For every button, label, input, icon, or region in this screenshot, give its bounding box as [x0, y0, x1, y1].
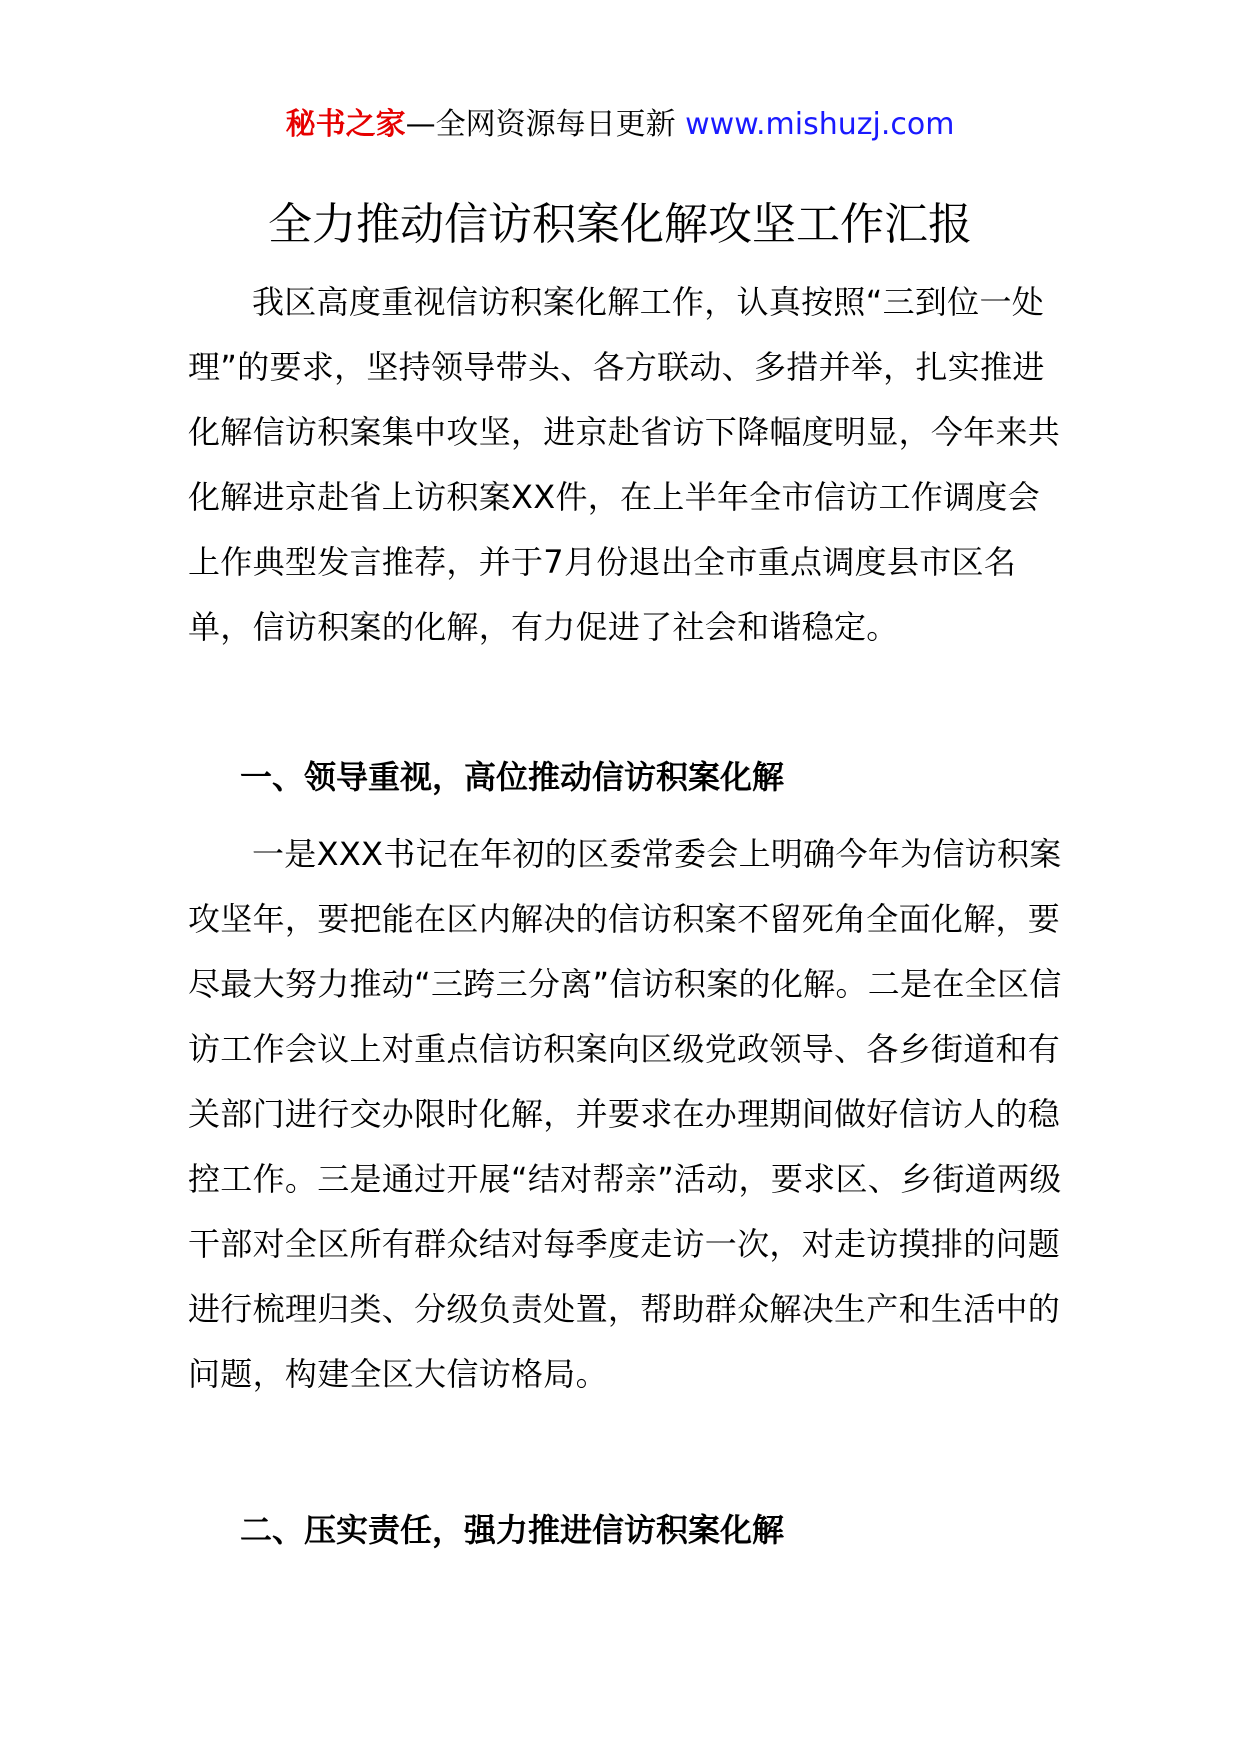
section-1-heading-wrap: [188, 745, 1068, 810]
section-2-heading: 二、压实责任，强力推进信访积案化解: [240, 1511, 785, 1549]
brand-slogan: —全网资源每日更新: [405, 107, 686, 142]
site-url-link[interactable]: www.mishuzj.com: [685, 107, 955, 142]
site-banner: [0, 100, 1240, 150]
section-1-heading: 一、领导重视，高位推动信访积案化解: [240, 758, 785, 796]
document-title: 全力推动信访积案化解攻坚工作汇报: [268, 199, 972, 250]
section-2-heading-wrap: [188, 1498, 1068, 1563]
intro-paragraph: 我区高度重视信访积案化解工作，认真按照“三到位一处理”的要求，坚持领导带头、各方联动、多措并举，扎实推进化解信访积案集中攻坚，进京赴省访下降幅度明显，今年来共化解进京赴省上访积案XX件，在上半年全市信访工作调度会上作典型发言推荐，并于7月份退出全市重点调度县市区名单，信访积案的化解，有力促进了社会和谐稳定。: [188, 283, 1061, 646]
section-1-body-wrap: [188, 822, 1068, 1407]
section-1-paragraph: 一是XXX书记在年初的区委常委会上明确今年为信访积案攻坚年，要把能在区内解决的信访积案不留死角全面化解，要尽最大努力推动“三跨三分离”信访积案的化解。二是在全区信访工作会议上对重点信访积案向区级党政领导、各乡街道和有关部门进行交办限时化解，并要求在办理期间做好信访人的稳控工作。三是通过开展“结对帮亲”活动，要求区、乡街道两级干部对全区所有群众结对每季度走访一次，对走访摸排的问题进行梳理归类、分级负责处置，帮助群众解决生产和生活中的问题，构建全区大信访格局。: [188, 835, 1062, 1393]
intro-section: [188, 270, 1068, 660]
brand-name: 秘书之家: [285, 107, 406, 142]
